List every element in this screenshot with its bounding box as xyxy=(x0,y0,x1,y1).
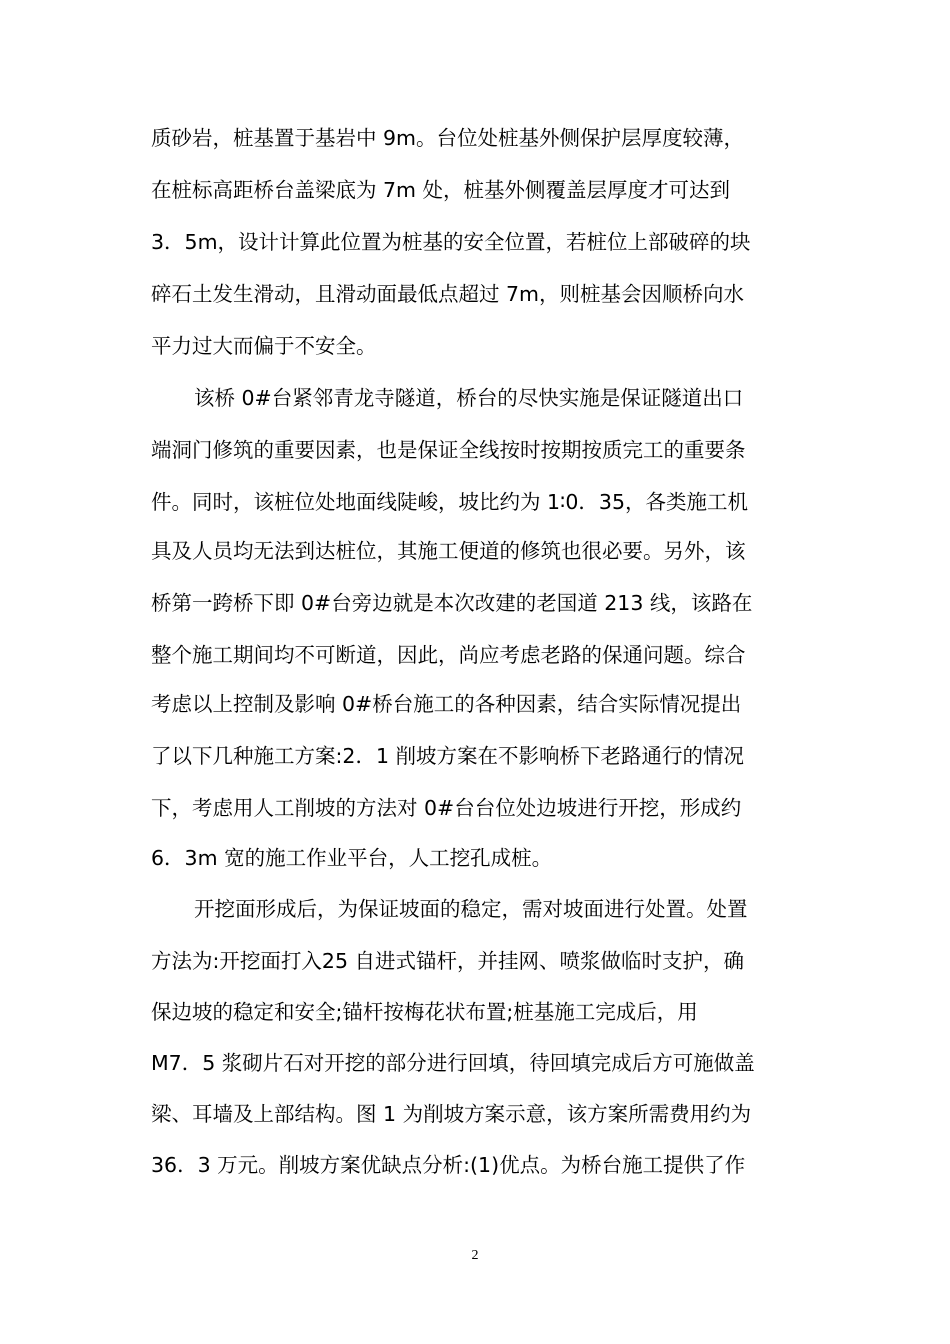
text-line: M7．5 浆砌片石对开挖的部分进行回填，待回填完成后方可施做盖 xyxy=(151,1051,755,1075)
text-line: 梁、耳墙及上部结构。图 1 为削坡方案示意，该方案所需费用约为 xyxy=(151,1102,752,1126)
text-line: 质砂岩，桩基置于基岩中 9m。台位处桩基外侧保护层厚度较薄， xyxy=(151,126,745,150)
text-line: 6．3m 宽的施工作业平台，人工挖孔成桩。 xyxy=(151,846,553,870)
text-line: 3．5m，设计计算此位置为桩基的安全位置，若桩位上部破碎的块 xyxy=(151,230,751,254)
text-line: 下，考虑用人工削坡的方法对 0#台台位处边坡进行开挖，形成约 xyxy=(151,796,742,820)
text-line: 件。同时，该桩位处地面线陡峻，坡比约为 1∶0．35，各类施工机 xyxy=(151,490,749,514)
text-line: 整个施工期间均不可断道，因此，尚应考虑老路的保通问题。综合 xyxy=(151,643,746,667)
paragraph-first-line: 该桥 0#台紧邻青龙寺隧道，桥台的尽快实施是保证隧道出口 xyxy=(194,386,744,410)
text-line: 桥第一跨桥下即 0#台旁边就是本次改建的老国道 213 线，该路在 xyxy=(151,591,753,615)
text-line: 端洞门修筑的重要因素，也是保证全线按时按期按质完工的重要条 xyxy=(151,438,746,462)
page-number: 2 xyxy=(471,1248,479,1263)
text-line: 平力过大而偏于不安全。 xyxy=(151,334,377,358)
text-line: 具及人员均无法到达桩位，其施工便道的修筑也很必要。另外，该 xyxy=(151,539,746,563)
text-line: 保边坡的稳定和安全;锚杆按梅花状布置;桩基施工完成后，用 xyxy=(151,1000,698,1024)
text-line: 36．3 万元。削坡方案优缺点分析:(1)优点。为桥台施工提供了作 xyxy=(151,1153,746,1177)
text-line: 碎石土发生滑动，且滑动面最低点超过 7m，则桩基会因顺桥向水 xyxy=(151,282,745,306)
text-line: 考虑以上控制及影响 0#桥台施工的各种因素，结合实际情况提出 xyxy=(151,692,742,716)
text-line: 方法为:开挖面打入25 自进式锚杆，并挂网、喷浆做临时支护，确 xyxy=(151,949,745,973)
text-line: 了以下几种施工方案:2．1 削坡方案在不影响桥下老路通行的情况 xyxy=(151,744,745,768)
text-line: 在桩标高距桥台盖梁底为 7m 处，桩基外侧覆盖层厚度才可达到 xyxy=(151,178,731,202)
paragraph-first-line: 开挖面形成后，为保证坡面的稳定，需对坡面进行处置。处置 xyxy=(194,897,748,921)
